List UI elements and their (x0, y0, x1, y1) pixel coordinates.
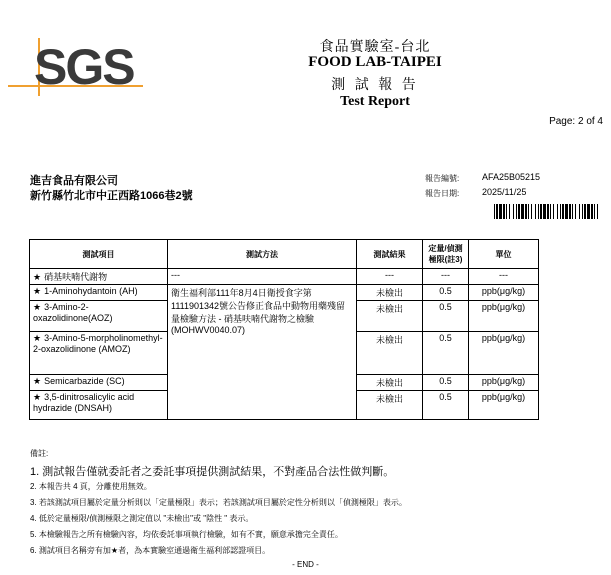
lab-name-en: FOOD LAB-TAIPEI (308, 54, 442, 70)
limit-cell: 0.5 (423, 332, 469, 375)
notes-title: 備註: (30, 449, 49, 458)
report-number: AFA25B05215 (482, 172, 541, 182)
group-item-cell (30, 269, 168, 285)
group-method-cell: --- (168, 269, 357, 285)
method-cell: 衛生福利部111年8月4日衛授食字第1111901342號公告修正食品中動物用藥殘留量檢驗方法 - 硝基呋喃代謝物之檢驗(MOHWV0040.07) (168, 285, 357, 420)
item-cell (30, 375, 168, 391)
header-limit: 定量/偵測極限(註3) (423, 240, 469, 269)
star-icon: ★ (33, 302, 42, 312)
barcode (494, 204, 602, 219)
table-row-group (30, 269, 539, 285)
sgs-logo (8, 38, 143, 96)
limit-cell: 0.5 (423, 391, 469, 420)
unit-cell: ppb(μg/kg) (469, 301, 539, 332)
header-test-method: 測試方法 (168, 240, 357, 269)
limit-cell: 0.5 (423, 301, 469, 332)
client-company: 進吉食品有限公司 (30, 175, 118, 187)
unit-cell: ppb(μg/kg) (469, 285, 539, 301)
unit-cell: ppb(μg/kg) (469, 332, 539, 375)
result-cell: 未檢出 (357, 285, 423, 301)
result-cell: 未檢出 (357, 375, 423, 391)
item-label: 3,5-dinitrosalicylic acid hydrazide (DNSAH) (33, 392, 135, 413)
item-label: 3-Amino-5-morpholinomethyl-2-oxazolidinone (AMOZ) (33, 333, 163, 354)
table-row (30, 285, 539, 301)
star-icon: ★ (33, 333, 42, 343)
report-date-label: 報告日期: (425, 189, 460, 198)
unit-cell: ppb(μg/kg) (469, 375, 539, 391)
limit-cell: 0.5 (423, 375, 469, 391)
header-unit: 單位 (469, 240, 539, 269)
report-title-zh: 測 試 報 告 (331, 78, 419, 93)
limit-cell: 0.5 (423, 285, 469, 301)
report-title-en: Test Report (340, 94, 410, 109)
report-date: 2025/11/25 (482, 187, 527, 197)
star-icon: ★ (33, 376, 42, 386)
end-marker: - END - (292, 560, 319, 569)
header-test-item: 測試項目 (30, 240, 168, 269)
note-item: 1. 測試報告僅就委託者之委託事項提供測試結果，不對產品合法性做判斷。 (30, 466, 395, 478)
group-item-label: 硝基呋喃代謝物 (44, 272, 108, 282)
star-icon: ★ (33, 272, 42, 282)
result-cell: 未檢出 (357, 301, 423, 332)
client-address: 新竹縣竹北市中正西路1066巷2號 (30, 190, 193, 202)
note-item: 3. 若該測試項目屬於定量分析則以「定量極限」表示；若該測試項目屬於定性分析則以「偵測極限」表示。 (30, 498, 407, 507)
item-label: 3-Amino-2-oxazolidinone(AOZ) (33, 302, 113, 323)
report-number-label: 報告編號: (425, 174, 460, 183)
sgs-logo-text: SGS (34, 39, 134, 95)
results-table (29, 239, 539, 420)
item-cell (30, 285, 168, 301)
item-cell (30, 301, 168, 332)
item-cell (30, 391, 168, 420)
page-number: Page: 2 of 4 (549, 116, 603, 127)
item-cell (30, 332, 168, 375)
star-icon: ★ (33, 286, 42, 296)
group-limit-cell: --- (423, 269, 469, 285)
item-label: Semicarbazide (SC) (44, 376, 125, 386)
star-icon: ★ (33, 392, 42, 402)
note-item: 5. 本檢驗報告之所有檢驗內容，均依委託事項執行檢驗，如有不實，願意承擔完全責任。 (30, 530, 343, 539)
result-cell: 未檢出 (357, 332, 423, 375)
note-item: 2. 本報告共 4 頁，分離使用無效。 (30, 482, 152, 491)
note-item: 6. 測試項目名稱旁有加★者，為本實驗室通過衛生福利部認證項目。 (30, 546, 271, 555)
group-result-cell: --- (357, 269, 423, 285)
table-header-row (30, 240, 539, 269)
header-test-result: 測試結果 (357, 240, 423, 269)
lab-name-zh: 食品實驗室-台北 (319, 40, 431, 55)
note-item: 4. 低於定量極限/偵測極限之測定值以 "未檢出"或 "陰性 " 表示。 (30, 514, 254, 523)
group-unit-cell: --- (469, 269, 539, 285)
result-cell: 未檢出 (357, 391, 423, 420)
unit-cell: ppb(μg/kg) (469, 391, 539, 420)
item-label: 1-Aminohydantoin (AH) (44, 286, 138, 296)
